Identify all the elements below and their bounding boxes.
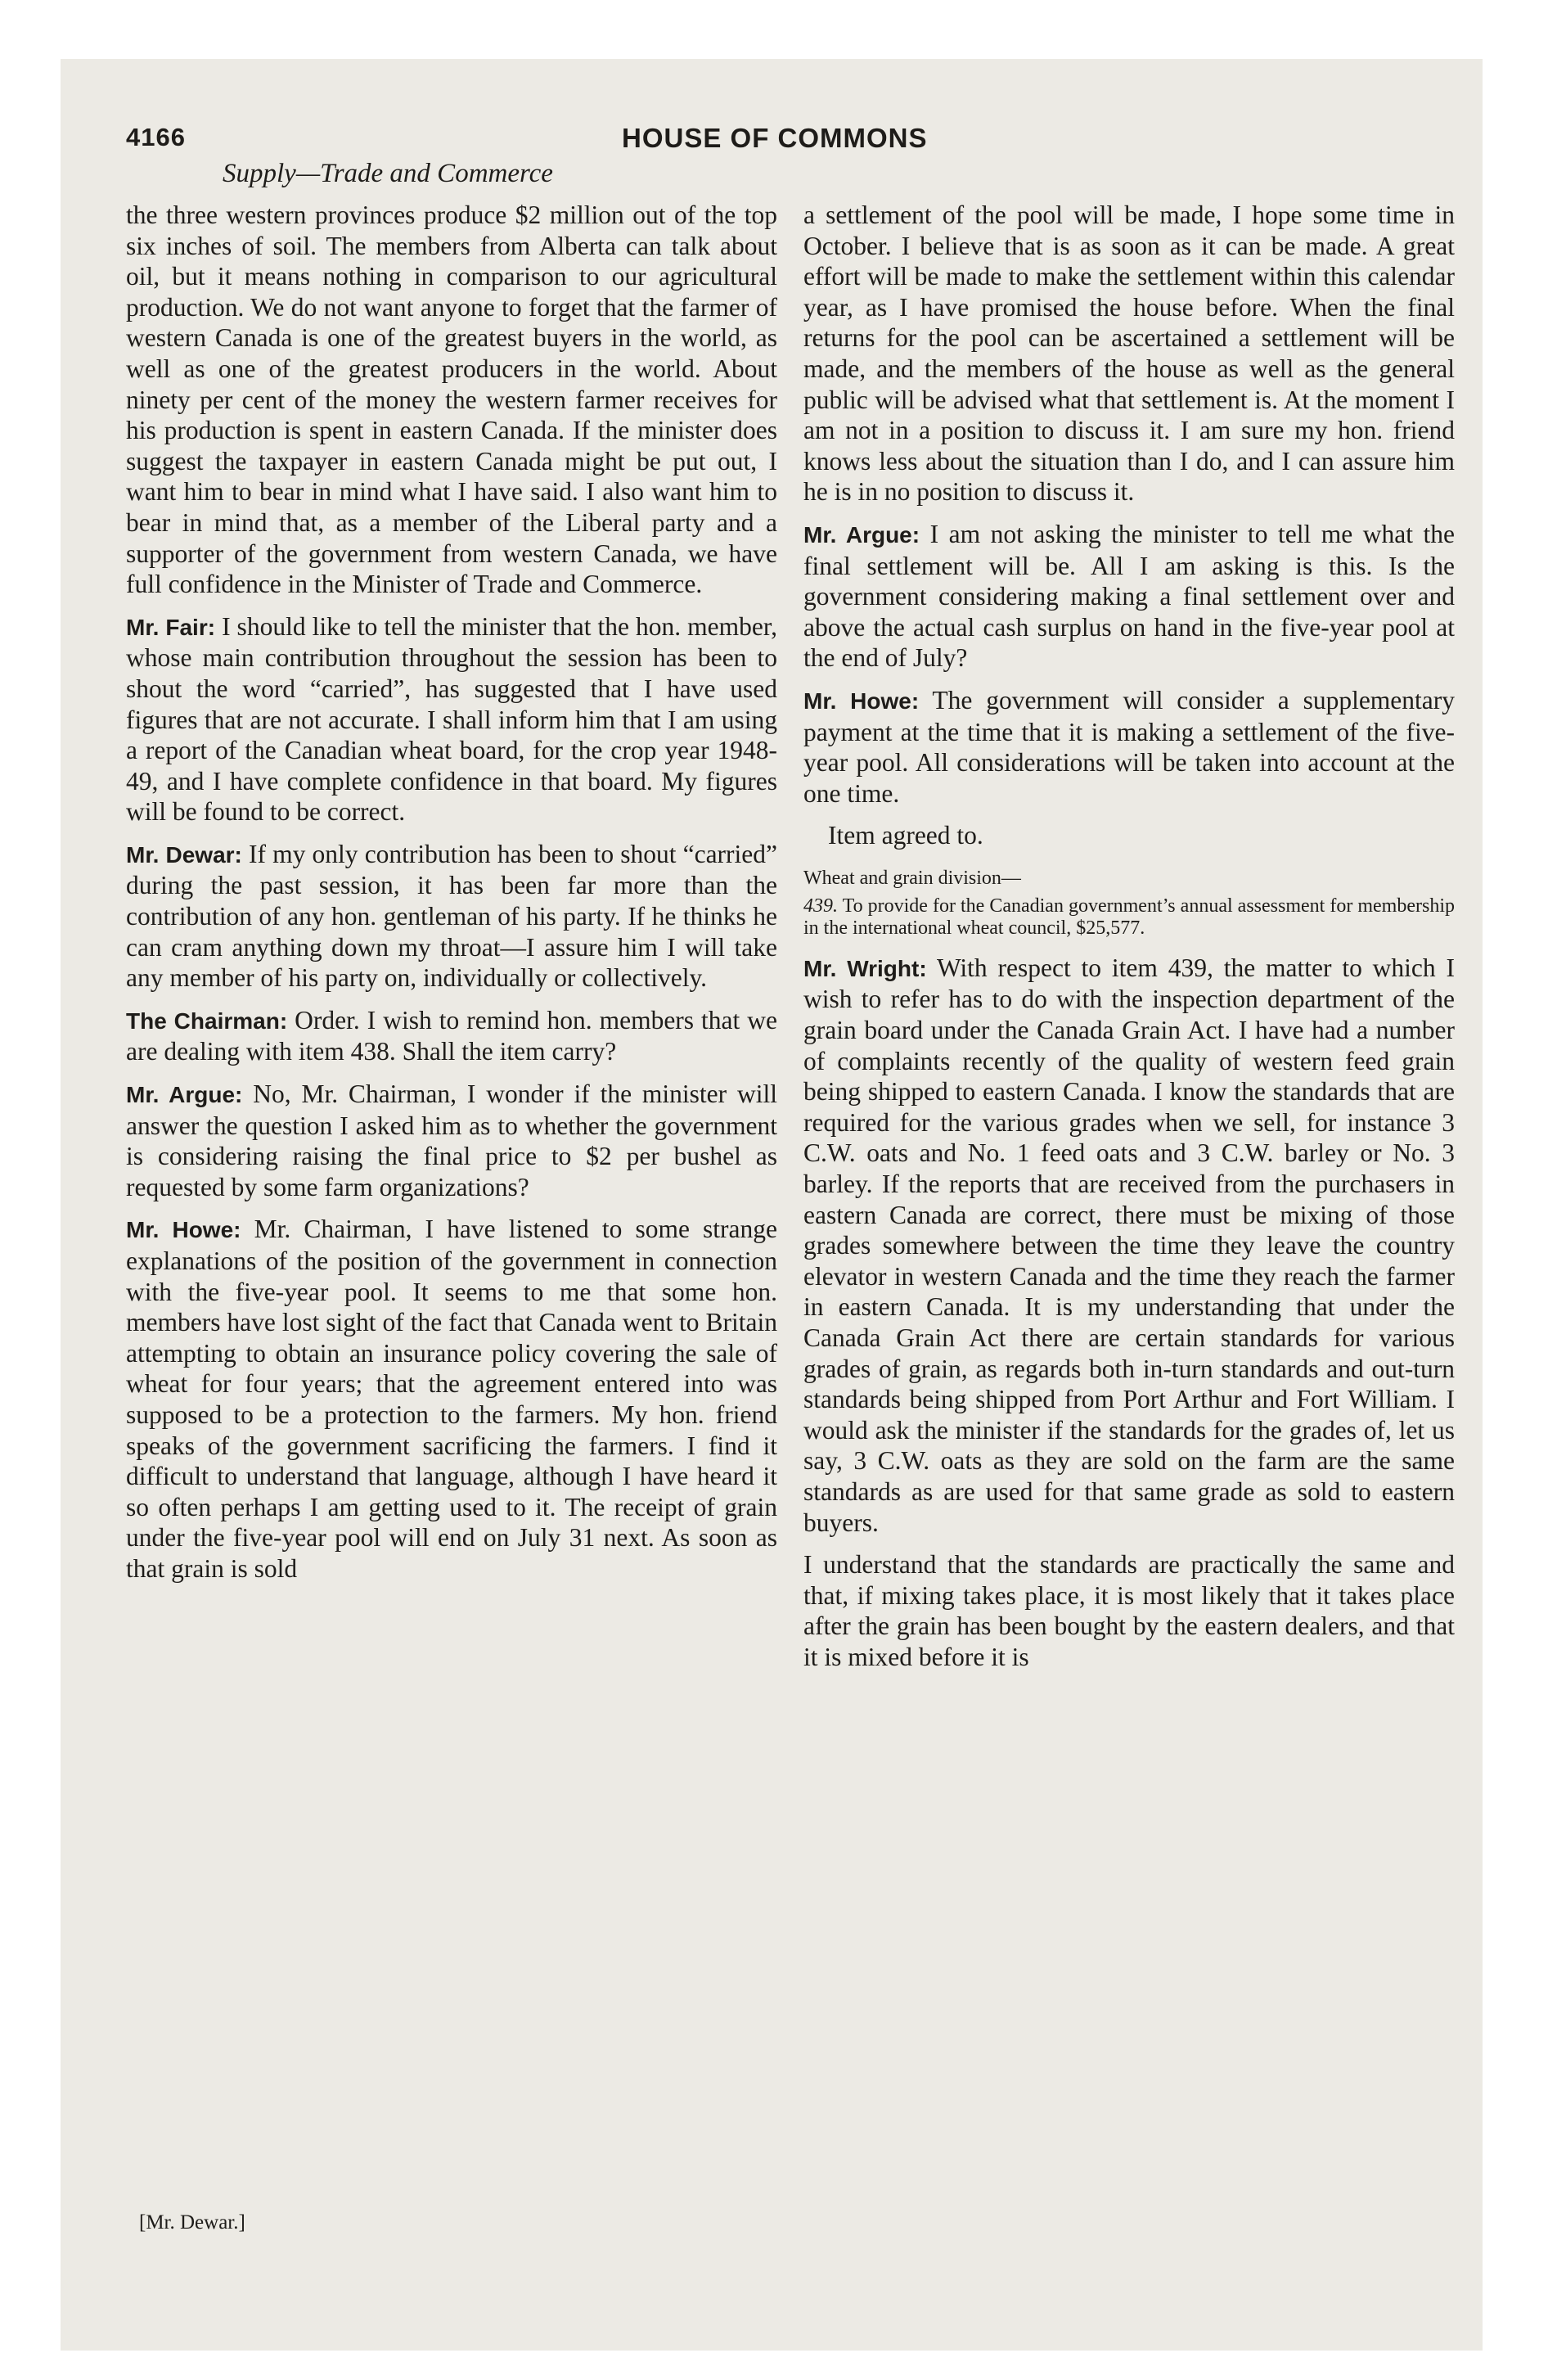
section-title: Supply—Trade and Commerce: [223, 159, 553, 188]
paragraph: I understand that the standards are practically the same and that, if mixing takes place, it is most likely that it takes place after the grain has been bought by the eastern dealers, and that it is mixed before it is: [803, 1550, 1455, 1671]
division-heading: Wheat and grain division—: [803, 867, 1021, 889]
speech-text: Mr. Chairman, I have listened to some strange explanations of the position of the government in connection with the five-year pool. It seems to me that some hon. members have lost sight of the fact that Canada went to Britain attempting to obtain an insurance policy covering the sale of wheat for four years; that the agreement entered into was supposed to be a protection to the farmers. My hon. friend speaks of the government sacrificing the farmers. I find it difficult to understand that language, although I have heard it so often perhaps I am getting used to it. The receipt of grain under the five-year pool will end on July 31 next. As soon as that grain is sold: [126, 1215, 778, 1583]
speech-text: The government will consider a supplementary payment at the time that it is making a settlement of the five-year pool. All considerations will be taken into account at the one time.: [803, 685, 1456, 808]
estimate-item: [803, 895, 1455, 940]
page-number: 4166: [126, 123, 186, 151]
left-column: [126, 200, 777, 1596]
speaker-name: The Chairman:: [126, 1007, 288, 1034]
speaker-name: Mr. Dewar:: [126, 841, 242, 868]
speech-argue: [803, 519, 1455, 674]
speech-howe: [803, 685, 1455, 809]
item-agreed: Item agreed to.: [828, 821, 983, 850]
speaker-name: Mr. Argue:: [803, 521, 920, 548]
speech-text: No, Mr. Chairman, I wonder if the minister will answer the question I asked him as to whether the government is considering raising the final price to $2 per bushel as requested by some farm organizations?: [126, 1080, 777, 1201]
speech-text: I should like to tell the minister that the hon. member, whose main contribution throughout the session has been to shout the word “carried”, has suggested that I have used figures that are not accurate. I shall inform him that I am using a report of the Canadian wheat board, for the crop year 1948-49, and I have complete confidence in that board. My figures will be found to be correct.: [126, 611, 777, 827]
speech-text: Order. I wish to remind hon. members that we are dealing with item 438. Shall the item carry?: [126, 1005, 778, 1066]
item-number: 439.: [803, 895, 838, 917]
speaker-name: Mr. Fair:: [126, 614, 216, 640]
item-text: To provide for the Canadian government’s annual assessment for membership in the international wheat council, $25,577.: [803, 895, 1456, 939]
speech-text: If my only contribution has been to shout “carried” during the past session, it has been far more than the contribution of any hon. gentleman of his party. If he thinks he can cram anything down my throat—I assure him I will take any member of his party on, individually or collectively.: [126, 839, 778, 993]
speech-wright: [803, 953, 1455, 1538]
speech-argue: [126, 1079, 777, 1202]
speaker-name: Mr. Argue:: [126, 1082, 243, 1108]
page-header: HOUSE OF COMMONS: [622, 123, 928, 153]
speaker-name: Mr. Howe:: [803, 687, 920, 714]
paragraph: a settlement of the pool will be made, I hope some time in October. I believe that is as soon as it can be made. A great effort will be made to make the settlement within this calendar year, as I have promised the house before. When the final returns for the pool can be ascertained a settlement will be made, and the members of the house as well as the general public will be advised what that settlement is. At the moment I am not in a position to discuss it. I am sure my hon. friend knows less about the situation than I do, and I can assure him he is in no position to discuss it.: [803, 201, 1455, 507]
paragraph: the three western provinces produce $2 million out of the top six inches of soil. The members from Alberta can talk about oil, but it means nothing in comparison to our agricultural production. We do not want anyone to forget that the farmer of western Canada is one of the greatest buyers in the world, as well as one of the greatest producers in the world. About ninety per cent of the money the western farmer receives for his production is spent in eastern Canada. If the minister does suggest the taxpayer in eastern Canada might be put out, I want him to bear in mind what I have said. I also want him to bear in mind that, as a member of the Liberal party and a supporter of the government from western Canada, we have full confidence in the Minister of Trade and Commerce.: [126, 201, 777, 599]
speaker-name: Mr. Wright:: [803, 955, 927, 981]
footer-speaker-tag: [Mr. Dewar.]: [139, 2211, 245, 2234]
speech-howe: [126, 1214, 777, 1584]
right-column: [803, 200, 1455, 1684]
speech-dewar: [126, 839, 777, 994]
speech-text: I am not asking the minister to tell me what the final settlement will be. All I am asking is this. Is the government considering making a final settlement over and above the actual cash surplus on hand in the five-year pool at the end of July?: [803, 519, 1456, 673]
speaker-name: Mr. Howe:: [126, 1217, 241, 1243]
speech-text: With respect to item 439, the matter to which I wish to refer has to do with the inspection department of the grain board under the Canada Grain Act. I have had a number of complaints recently of the quality of western feed grain being shipped to eastern Canada. I know the standards that are required for the various grades when we sell, for instance 3 C.W. oats and No. 1 feed oats and 3 C.W. barley or No. 3 barley. If the reports that are received from the purchasers in eastern Canada are correct, there must be mixing of those grades somewhere between the time they leave the country elevator in western Canada and the time they reach the farmer in eastern Canada. It is my understanding that under the Canada Grain Act there are certain standards for various grades of grain, as regards both in-turn standards and out-turn standards being shipped from Port Arthur and Fort William. I would ask the minister if the standards for the grades of, let us say, 3 C.W. oats as they are sold on the farm are the same standards as are used for that same grade as sold to eastern buyers.: [803, 953, 1456, 1537]
speech-chairman: [126, 1005, 777, 1067]
speech-fair: [126, 611, 777, 827]
